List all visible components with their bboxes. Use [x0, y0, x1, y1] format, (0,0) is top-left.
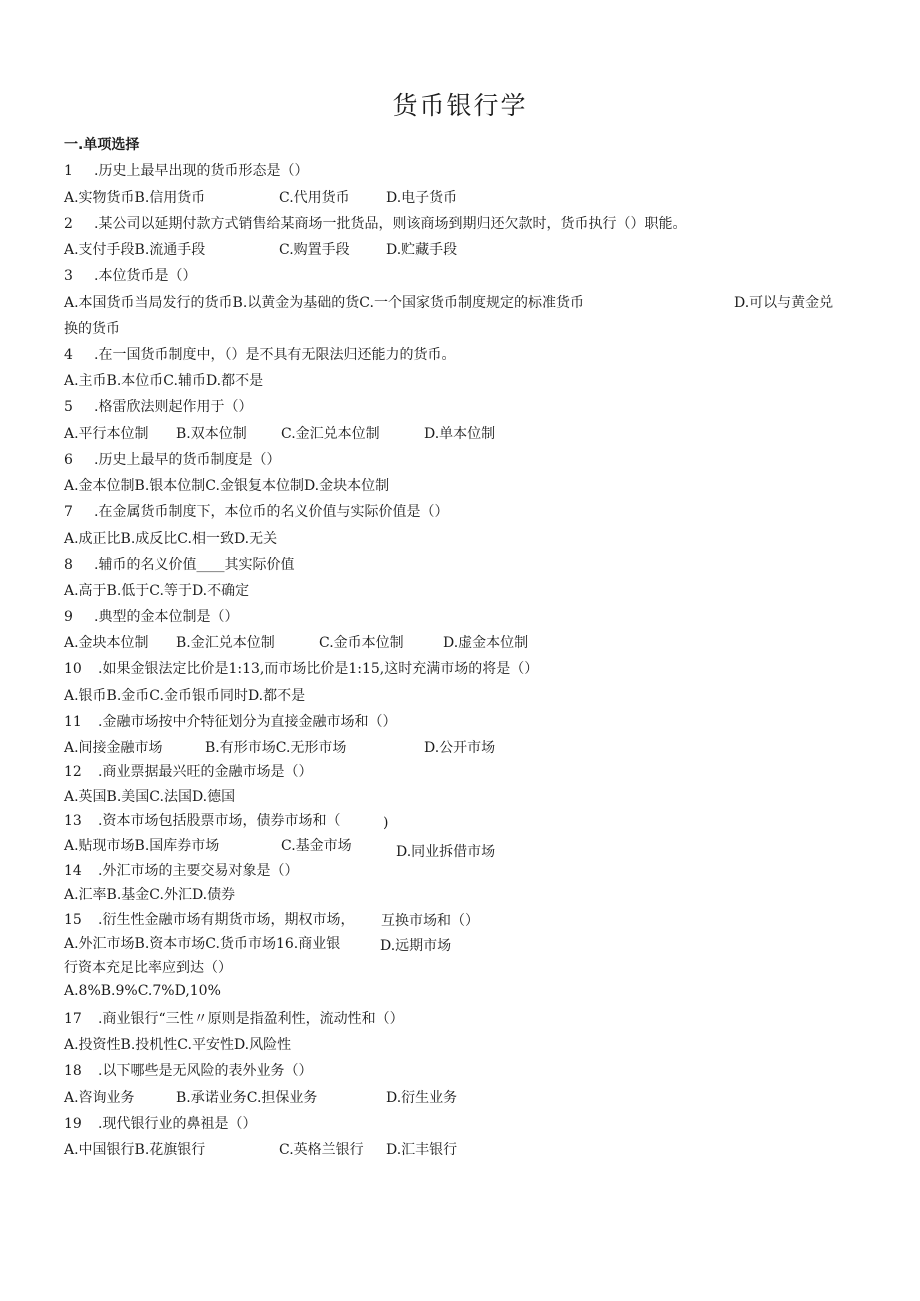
question-number: 13 [64, 813, 82, 829]
question-8 [64, 554, 294, 574]
question-text: .商业银行“三性〃原则是指盈利性，流动性和（） [98, 1011, 404, 1027]
q3-options-abc: A.本国货币当局发行的货币B.以黄金为基础的货C.一个国家货币制度规定的标准货币 [64, 295, 584, 311]
q2-option-c: C.购置手段 [279, 242, 350, 258]
q1-options-ab: A.实物货币B.信用货币 [64, 190, 206, 206]
question-number: 12 [64, 764, 82, 780]
q9-option-d: D.虚金本位制 [443, 635, 529, 651]
question-number: 6 [64, 452, 73, 468]
section-heading: 一.单项选择 [64, 137, 140, 153]
q15-question-tail: 互换市场和（） [381, 913, 479, 929]
q13-options-ab: A.贴现市场B.国库券市场 [64, 838, 220, 854]
q5-option-d: D.单本位制 [424, 426, 496, 442]
q18-option-d: D.衍生业务 [386, 1090, 458, 1106]
question-number: 8 [64, 557, 73, 573]
q12-options: A.英国B.美国C.法国D.德国 [64, 789, 236, 805]
q19-option-d: D.汇丰银行 [386, 1142, 458, 1158]
q13-option-c: C.基金市场 [281, 838, 352, 854]
question-number: 19 [64, 1116, 82, 1132]
q8-options: A.高于B.低于C.等于D.不确定 [64, 583, 250, 599]
question-text: .衍生性金融市场有期货市场，期权市场， [98, 912, 355, 928]
q19-option-c: C.英格兰银行 [279, 1142, 364, 1158]
question-10 [64, 658, 538, 678]
question-13 [64, 810, 340, 830]
question-text: .如果金银法定比价是1:13,而市场比价是1:15,这时充满市场的将是（） [98, 661, 539, 677]
q3-option-d: D.可以与黄金兑 [734, 295, 834, 311]
q9-option-c: C.金币本位制 [319, 635, 404, 651]
question-number: 14 [64, 863, 82, 879]
question-text: .本位货币是（） [94, 268, 197, 284]
question-text: .以下哪些是无风险的表外业务（） [98, 1063, 313, 1079]
question-text: .格雷欣法则起作用于（） [94, 399, 253, 415]
question-1 [64, 160, 308, 180]
question-12 [64, 761, 312, 781]
q1-option-d: D.电子货币 [386, 190, 458, 206]
q11-options-bc: B.有形市场C.无形市场 [205, 740, 347, 756]
question-number: 15 [64, 912, 82, 928]
question-number: 17 [64, 1011, 82, 1027]
question-text: .金融市场按中介特征划分为直接金融市场和（） [98, 714, 397, 730]
q5-option-a: A.平行本位制 [64, 426, 149, 442]
question-9 [64, 606, 238, 626]
question-text: .商业票据最兴旺的金融市场是（） [98, 764, 313, 780]
q13-option-d: D.同业拆借市场 [396, 844, 496, 860]
question-4 [64, 344, 455, 364]
q11-option-a: A.间接金融市场 [64, 740, 163, 756]
question-text: .资本市场包括股票市场，债券市场和（ [98, 813, 341, 829]
q15-option-d: D.远期市场 [380, 938, 452, 954]
question-14 [64, 860, 298, 880]
question-text: .典型的金本位制是（） [94, 609, 239, 625]
q18-options-bc: B.承诺业务C.担保业务 [176, 1090, 318, 1106]
question-number: 4 [64, 347, 73, 363]
question-5 [64, 396, 252, 416]
q5-option-c: C.金汇兑本位制 [281, 426, 380, 442]
question-19 [64, 1113, 256, 1133]
question-18 [64, 1060, 312, 1080]
q9-option-b: B.金汇兑本位制 [176, 635, 275, 651]
question-number: 3 [64, 268, 73, 284]
question-number: 1 [64, 163, 73, 179]
question-16-continued: 行资本充足比率应到达（） [64, 960, 232, 976]
q14-options: A.汇率B.基金C.外汇D.债券 [64, 887, 236, 903]
question-7 [64, 501, 448, 521]
q10-options: A.银币B.金币C.金币银币同时D.都不是 [64, 688, 306, 704]
question-text: .在金属货币制度下，本位币的名义价值与实际价值是（） [94, 504, 449, 520]
q7-options: A.成正比B.成反比C.相一致D.无关 [64, 531, 278, 547]
question-11 [64, 711, 396, 731]
q15-options-with-q16: A.外汇市场B.资本市场C.货币市场16.商业银 [64, 936, 341, 952]
question-text: .某公司以延期付款方式销售给某商场一批货品，则该商场到期归还欠款时，货币执行（）职能。 [94, 216, 687, 232]
q11-option-d: D.公开市场 [424, 740, 496, 756]
question-text: .在一国货币制度中，（）是不具有无限法归还能力的货币。 [94, 347, 456, 363]
question-15 [64, 909, 354, 929]
q17-options: A.投资性B.投机性C.平安性D.风险性 [64, 1037, 292, 1053]
question-number: 5 [64, 399, 73, 415]
q1-option-c: C.代用货币 [279, 190, 350, 206]
question-text: .历史上最早的货币制度是（） [94, 452, 281, 468]
question-3 [64, 265, 196, 285]
question-number: 18 [64, 1063, 82, 1079]
question-17 [64, 1008, 404, 1028]
q5-option-b: B.双本位制 [176, 426, 247, 442]
question-number: 10 [64, 661, 82, 677]
q19-options-ab: A.中国银行B.花旗银行 [64, 1142, 206, 1158]
q13-closing-paren: ) [383, 815, 389, 831]
question-text: .现代银行业的鼻祖是（） [98, 1116, 257, 1132]
q2-option-d: D.贮藏手段 [386, 242, 458, 258]
question-2 [64, 213, 686, 233]
question-6 [64, 449, 280, 469]
q18-option-a: A.咨询业务 [64, 1090, 135, 1106]
question-text: .辅币的名义价值____其实际价值 [94, 557, 295, 573]
q6-options: A.金本位制B.银本位制C.金银复本位制D.金块本位制 [64, 478, 390, 494]
question-number: 2 [64, 216, 73, 232]
question-number: 9 [64, 609, 73, 625]
document-title: 货币银行学 [392, 91, 528, 120]
q9-option-a: A.金块本位制 [64, 635, 149, 651]
question-number: 7 [64, 504, 73, 520]
question-text: .历史上最早出现的货币形态是（） [94, 163, 309, 179]
question-number: 11 [64, 714, 82, 730]
q16-options: A.8%B.9%C.7%D,10% [64, 983, 221, 999]
q2-options-ab: A.支付手段B.流通手段 [64, 242, 206, 258]
question-text: .外汇市场的主要交易对象是（） [98, 863, 299, 879]
q3-option-d-continued: 换的货币 [64, 321, 120, 337]
q4-options: A.主币B.本位币C.辅币D.都不是 [64, 373, 264, 389]
